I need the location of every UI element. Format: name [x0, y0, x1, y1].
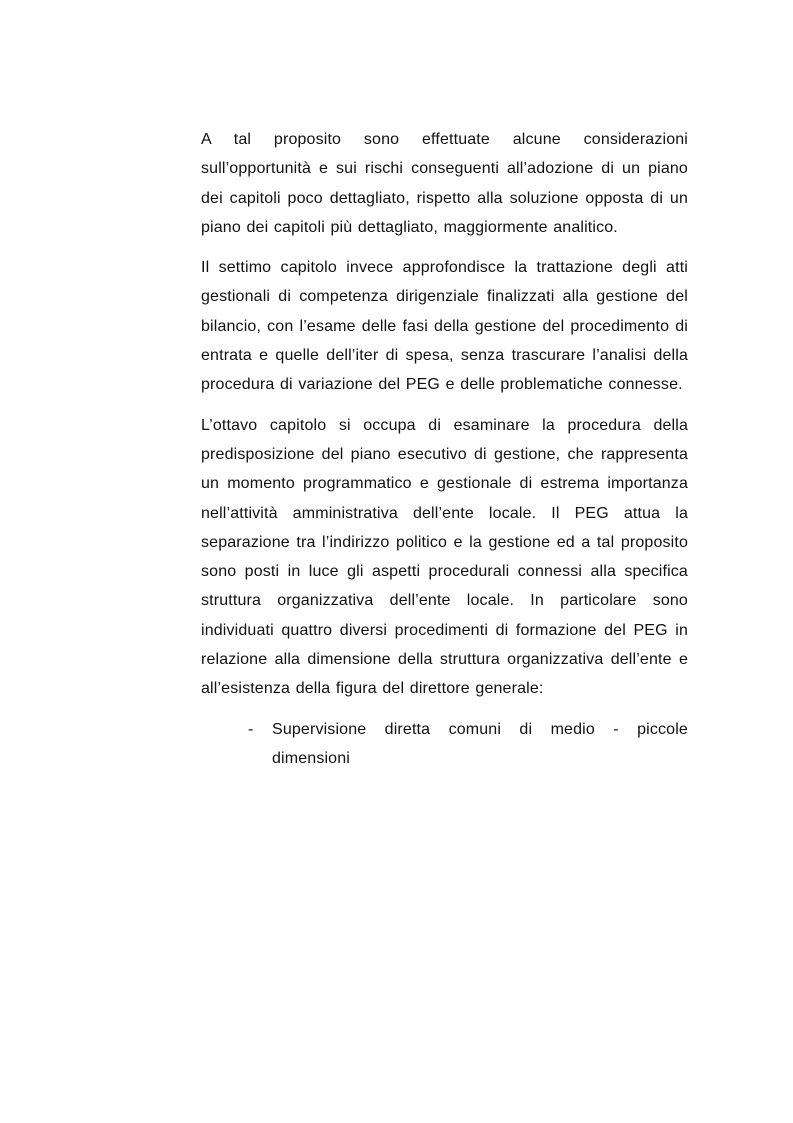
- bullet-list: [201, 715, 688, 774]
- list-item: [248, 715, 688, 774]
- paragraph-1: A tal proposito sono effettuate alcune considerazioni sull’opportunità e sui rischi conseguenti all’adozione di un piano dei capitoli poco dettagliato, rispetto alla soluzione opposta di un piano dei capitoli più dettagliato, maggiormente analitico.: [201, 131, 688, 236]
- body-text: [201, 125, 688, 773]
- list-item-text: Supervisione diretta comuni di medio - piccole dimensioni: [272, 720, 688, 767]
- paragraph-2: Il settimo capitolo invece approfondisce la trattazione degli atti gestionali di competenza dirigenziale finalizzati alla gestione del bilancio, con l’esame delle fasi della gestione del procedimento di entrata e quelle dell’iter di spesa, senza trascurare l’analisi della procedura di variazione del PEG e delle problematiche connesse.: [201, 259, 688, 394]
- bullet-marker: -: [248, 720, 254, 738]
- paragraph-3: L’ottavo capitolo si occupa di esaminare la procedura della predisposizione del piano esecutivo di gestione, che rappresenta un momento programmatico e gestionale di estrema importanza nell’attività amministrativa dell’ente locale. Il PEG attua la separazione tra l’indirizzo politico e la gestione ed a tal proposito sono posti in luce gli aspetti procedurali connessi alla specifica struttura organizzativa dell’ente locale. In particolare sono individuati quattro diversi procedimenti di formazione del PEG in relazione alla dimensione della struttura organizzativa dell’ente e all’esistenza della figura del direttore generale:: [201, 416, 688, 698]
